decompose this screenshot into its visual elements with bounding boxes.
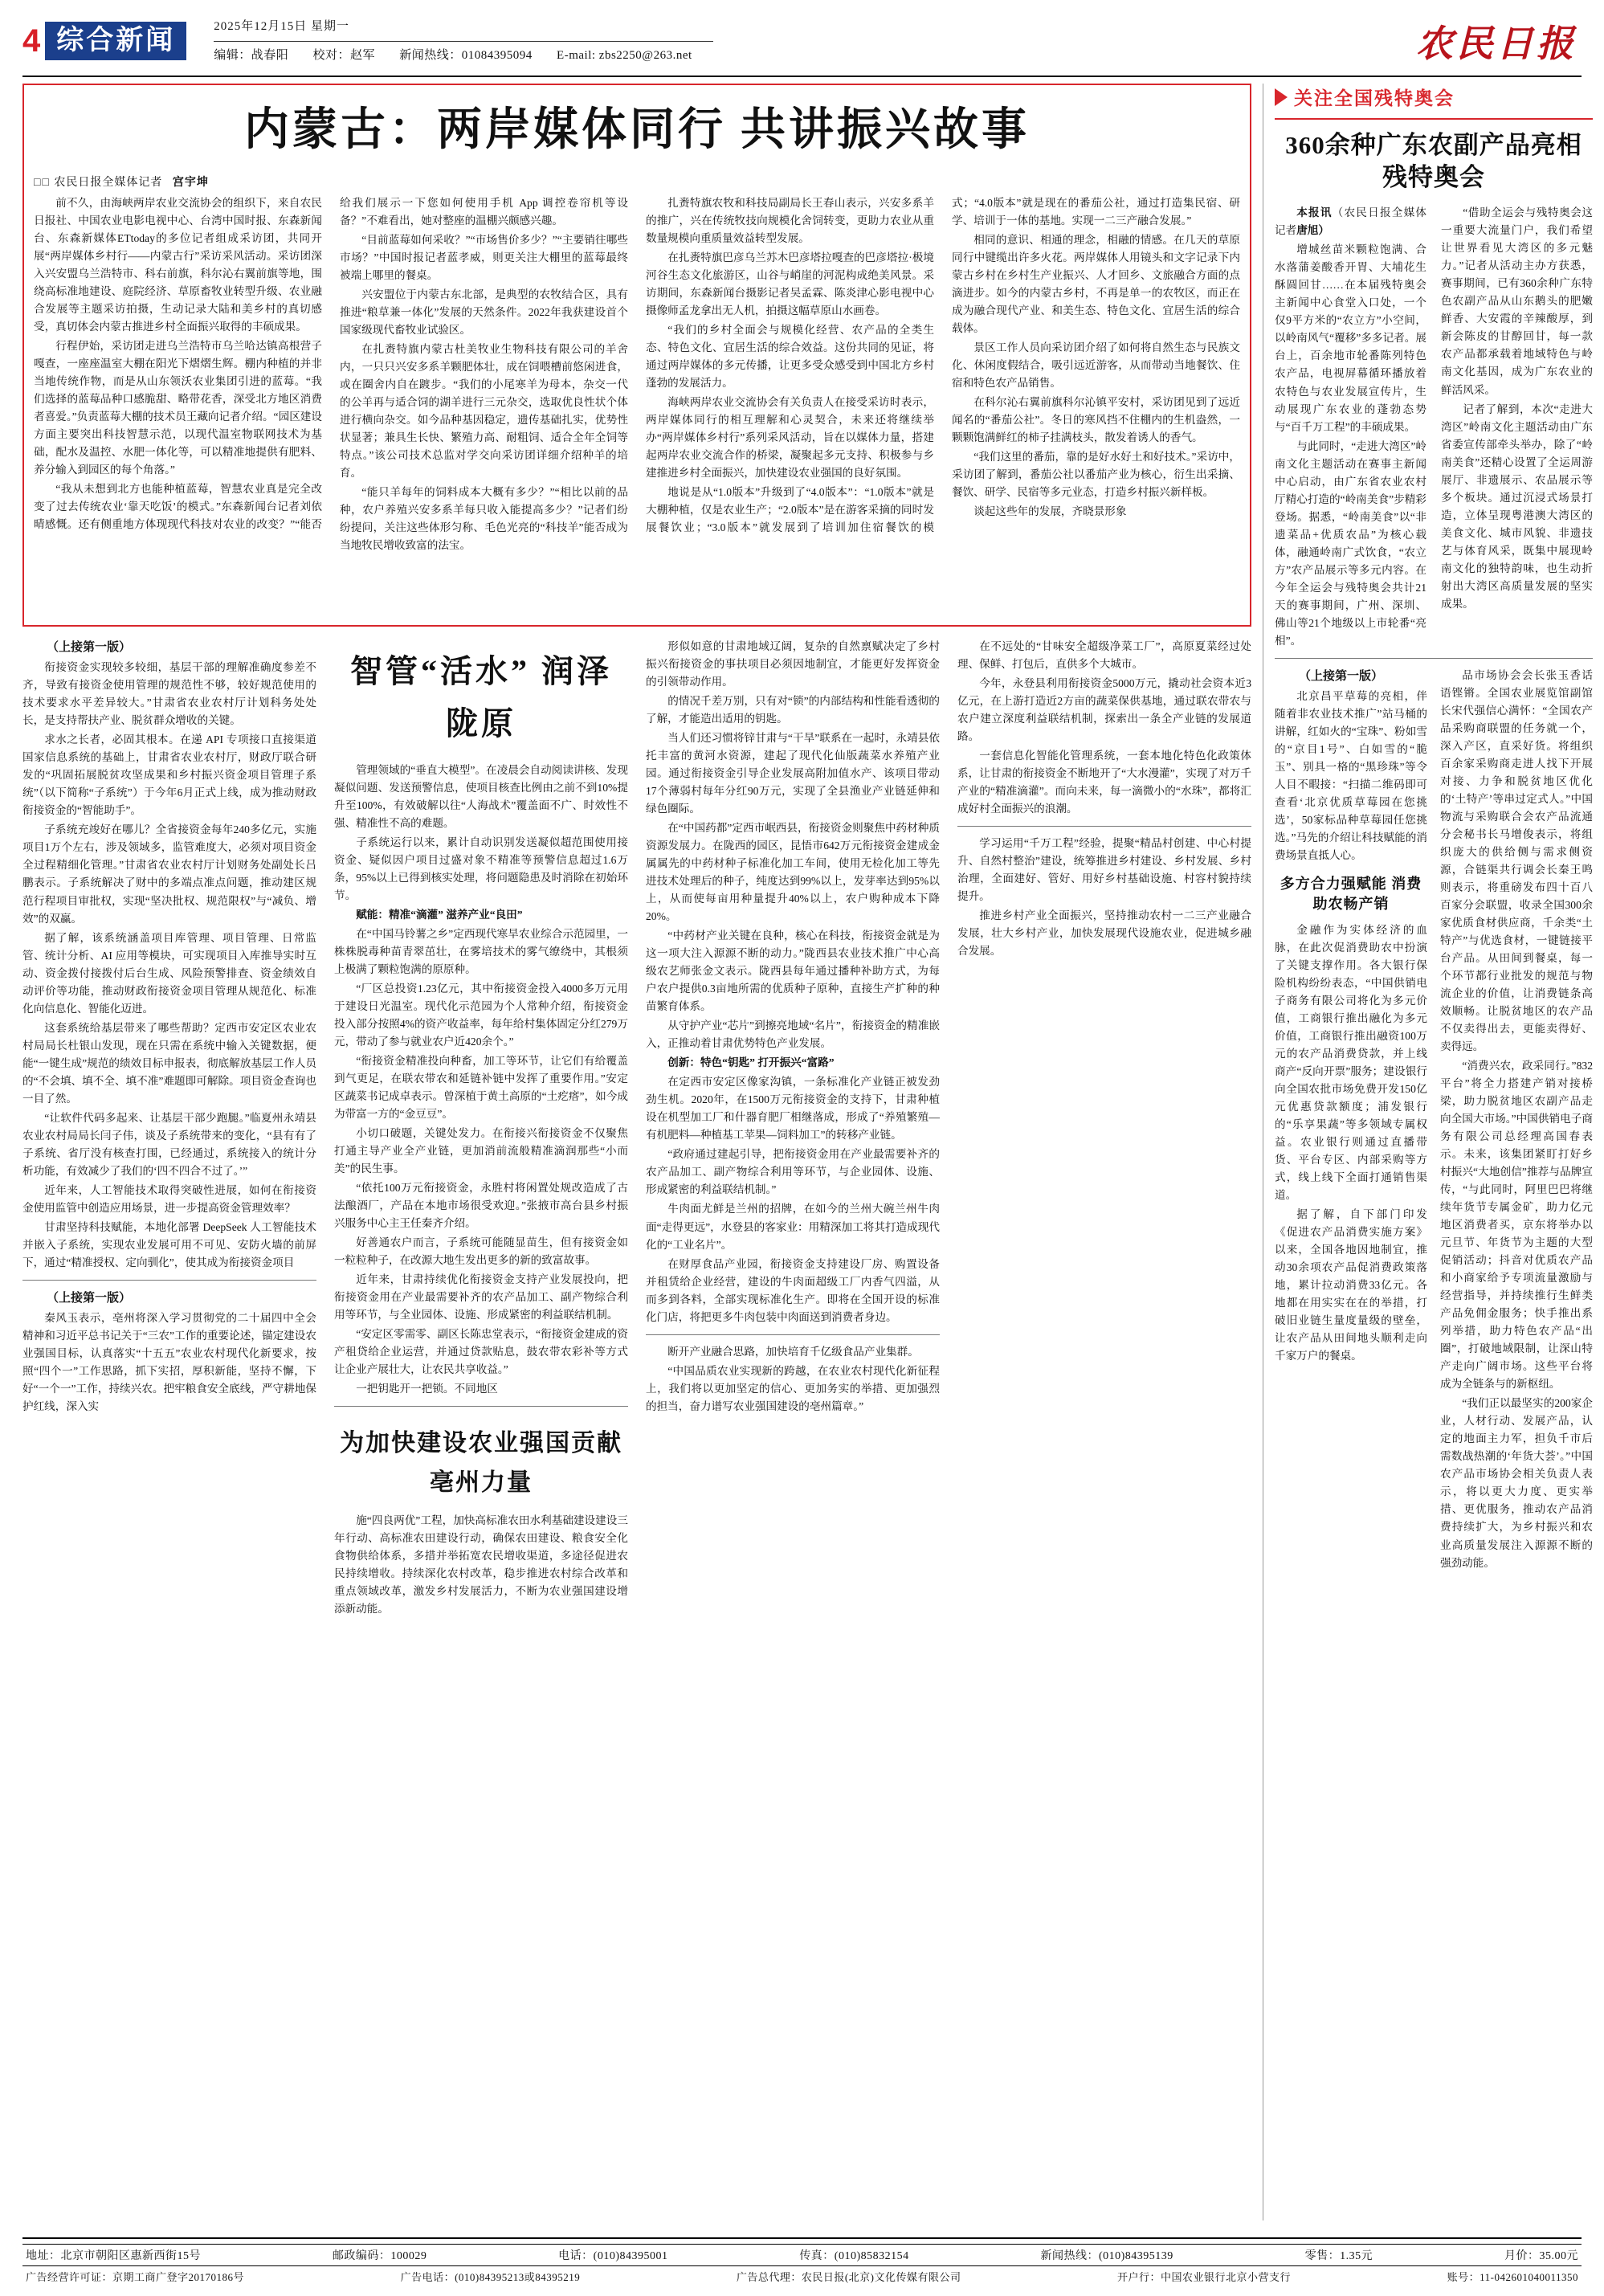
right-article-body	[1275, 204, 1593, 649]
left-region	[22, 84, 1251, 2220]
editor-label: 编辑：战春阳	[214, 48, 289, 62]
smart-water-article	[334, 638, 628, 1620]
continuation-para: 衔接资金实现较多较细，基层干部的理解准确度参差不齐，导致有接资金使用管理的规范性不够，较好规范使用的技术要求水平差异较大。”甘肃省农业农村厅计划科务处处长，是支持帮扶产业、脱贫群众增收的关键。	[22, 661, 316, 727]
page-content	[22, 84, 1593, 2220]
topic-flag	[1275, 84, 1593, 110]
right-headline: 360余种广东农副产品亮相残特奥会	[1285, 131, 1582, 191]
lead-article	[22, 84, 1251, 627]
lead-para: “我们这里的番茄，靠的是好水好土和好技术。”采访中，采访团了解到，番茄公社以番茄产业为核心，衍生出采摘、餐饮、研学、民宿等多元业态，打造乡村振兴新样板。	[952, 450, 1240, 498]
footer-monthly-price: 月价：35.00元	[1504, 2250, 1578, 2262]
lead-byline	[34, 174, 1240, 190]
article-para: 学习运用“千万工程”经验，提聚“精品村创建、中心村提升、自然村整治”建设，统筹推进乡村建设、乡村发展、乡村治理，全面建好、管好、用好乡村基础设施、村容村貌持续提升。	[957, 837, 1251, 903]
article-title-bozhou: 为加快建设农业强国贡献亳州力量	[340, 1430, 622, 1496]
article-subhead: 赋能：精准“滴灌” 滋养产业“良田”	[356, 908, 523, 921]
right-para: 北京昌平草莓的亮相，伴随着非农业技术推广”站马桶的讲解，红如火的“宝珠”、粉如雪的“京目1号”、白如雪的“脆玉”、别具一格的“黑珍珠”等令人目不暇接：“扫描二维码即可查看‘北京优质草莓园在您挑选’，50家标品种草莓园任您挑选。”马先的介绍让科技赋能的消费场景直抵人心。	[1275, 690, 1427, 862]
lead-para: 谈起这些年的发展，齐晓景形象	[973, 505, 1127, 517]
email-address: E-mail: zbs2250@263.net	[557, 48, 692, 62]
right-lower-col-2	[1440, 667, 1593, 1574]
column-divider	[646, 1334, 940, 1335]
footer-phone: 电话：(010)84395001	[558, 2250, 668, 2262]
lead-para: 扎赉特旗农牧和科技局副局长王春山表示，兴安多系羊的推广，兴在传统牧技向规模化舍饲转变，更助力农业从重数量规模向重质量效益转型发展。	[646, 196, 934, 244]
page-number: 4	[22, 23, 41, 59]
smart-water-article-cont	[646, 638, 940, 1620]
lead-headline: 内蒙古：两岸媒体同行 共讲振兴故事	[244, 105, 1030, 155]
byline-name: 唐旭）	[1296, 224, 1329, 237]
lead-para: 相同的意识、相通的理念，相融的情感。在几天的草原同行中键缆出许多火花。两岸媒体人用镜头和文字记录下内蒙古乡村在乡村生产业振兴、人才回乡、文旅融合方面的点滴进步。如今的内蒙古乡村，不再是单一的农牧区，而正在成为融合现代产业、和美生态、特色文化、宜居生活的综合载体。	[952, 233, 1240, 334]
article-para: 近年来，甘肃持续优化衔接资金支持产业发展投向，把衔接资金用在产业最需要补齐的农产品加工、副产物综合利用等环节，与全业园体、设施、形成紧密的利益联结机制。	[334, 1273, 628, 1322]
article-para: 一套信息化智能化管理系统，一套本地化特色化政策体系，让甘肃的衔接资金不断地开了“大水漫灌”，实现了对万千产业的“精准滴灌”。而向未来，每一滴微小的“水珠”，都将汇成好村全面振兴的浪潮。	[957, 750, 1251, 815]
footer-contact-line	[22, 2244, 1582, 2266]
article-para: “依托100万元衔接资金，永胜村将闲置处规改造成了古法酿酒厂，产品在本地市场很受欢迎。”张掖市高台县乡村振兴服务中心主王任秦齐介绍。	[334, 1181, 628, 1229]
article-para: 在不远处的“甘味安全超级净菜工厂”，高原夏菜经过处理、保鲜、打包后，直供多个大城市。	[957, 640, 1251, 671]
footer-ad-agency: 广告总代理：农民日报(北京)文化传媒有限公司	[736, 2271, 961, 2283]
article-para: 的情况千差万别，只有对“锁”的内部结构和性能看透彻的了解，才能造出适用的钥匙。	[646, 695, 940, 725]
right-lower-col-1	[1275, 667, 1427, 1574]
lead-body	[34, 194, 1240, 554]
lead-para: 在科尔沁右翼前旗科尔沁镇平安村，采访团见到了远近闻名的“番茄公社”。冬日的寒风挡不住棚内的生机盎然，一颗颗饱满鲜红的柿子挂满枝头，散发着诱人的香气。	[952, 395, 1240, 443]
lead-para: 行程伊始，采访团走进乌兰浩特市乌兰哈达镇高根营子嘎查，一座座温室大棚在阳光下熠熠生辉。棚内种植的并非当地传统作物，而是从山东领沃农业集团引进的蓝莓。“我们选择的蓝莓品种口感脆甜、略带花香，深受北方地区消费者喜爱。”负责蓝莓大棚的技术员王藏向记者介绍。“园区建设方面主要突出科技智慧示范，以现代温室物联网技术为基础，配水及温控、水肥一体化等，可以精准地提供有肥料、养分输入到园区的每个角落。”	[34, 339, 322, 476]
continuation-para: 子系统充竣好在哪儿？全省接资金每年240多亿元，实施项目1万个左右，涉及领域多，监管难度大，必须对项目资金全过程精细化管理。”甘肃省农业农村厅计划财务处副处长吕鹏表示。子系统解决了财中的多端点准点问题，推动建区规范行程项目审批权，实现“坚决批权、规范限权”与“减负、增效”的双赢。	[22, 823, 316, 925]
continuation-para: 据了解，该系统涵盖项目库管理、项目管理、日常监管、统计分析、AI 应用等模块，可实现项目入库推导实时互动、资金拨付接拨付后台生成、风险预警排查、资金绩效自动评价等功能，推动财政衔接资金项目管理从规范化、标准化向信息化、智能化迈进。	[22, 931, 316, 1015]
news-hotline: 新闻热线：01084395094	[399, 48, 533, 62]
footer-ad-license: 广告经营许可证：京期工商广登字20170186号	[26, 2271, 245, 2283]
article-subhead-2: 创新：特色“钥匙” 打开振兴“富路”	[667, 1056, 835, 1069]
right-para: 与此同时，“走进大湾区”岭南文化主题活动在赛事主新闻中心启动，由广东省农业农村厅精心打造的“岭南美食”步精彩登场。据悉，“岭南美食”以“非遗菜品+优质农品”为核心载体，融通岭南广式饮食，“农立方”农产品展示等多元内容。在今年全运会与残特奥会共计21天的赛事期间，广州、深圳、佛山等21个地级以上市轮番“亮相”。	[1275, 439, 1426, 647]
right-subhead: 多方合力强赋能 消费助农畅产销	[1280, 876, 1422, 913]
masthead-info	[214, 15, 712, 67]
section-title: 综合新闻	[45, 22, 186, 60]
continuation-note-2: （上接第一版）	[47, 1291, 132, 1305]
article-para: “衔接资金精准投向种畜，加工等环节，让它们有给覆盖到气更足，在联农带农和延链补链中发挥了重要作用。”安定区蔬菜书记成卓表示。曾深植于黄土高原的“土疙瘩”，如今成为带富一方的“金豆豆”。	[334, 1054, 628, 1120]
publication-date: 2025年12月15日 星期一	[214, 15, 712, 42]
continuation-para: 这套系统给基层带来了哪些帮助？定西市安定区农业农村局局长杜银山发现，现在只需在系统中输入关键数据，便能“一键生成”规范的绩效目标申报表，彻底解放基层工作人员的“不会填、填不全、填不准”难题即可解除。项目资金查询也一目了然。	[22, 1021, 316, 1105]
flag-divider	[1275, 118, 1593, 120]
right-para: 增城丝苗米颗粒饱满、合水落蒲姜酸香开胃、大埔花生酥圆回甘……在本届残特奥会主新闻中心食堂入口处，一个仅9平方米的“农立方”小空间，以岭南风气“覆移”多多记者。展台上，百余地市轮番陈列特色农产品，电视屏幕循环播放着农特色与农业发展宣传片，生动展现广东农业的蓬勃态势与“百千万工程”的丰硕成果。	[1275, 243, 1426, 433]
byline-org: 农民日报全媒体记者	[54, 176, 163, 189]
right-para: 记者了解到，本次“走进大湾区”岭南文化主题活动由广东省委宣传部牵头举办，除了“岭南美食”还精心设置了全运周游展厅、非遗展示、农品展示等多个板块。通过沉浸式场景打造，立体呈现粤港澳大湾区的美食文化、城市风貌、非遗技艺与体育风采，既集中展现岭南文化的独特韵味，也生动折射出大湾区高质量发展的坚实成果。	[1441, 402, 1593, 610]
lead-para: “我们的乡村全面会与规模化经营、农产品的全类生态、特色文化、宜居生活的综合效益。这份共同的见证，将通过两岸媒体的多元传播，让更多受众感受到中国北方乡村蓬勃的发展活力。	[646, 323, 934, 389]
lead-para: 地说是从“1.0版本”升级到了“4.0版本”：“1.0版本”就是大棚种植，仅是农业生产；“2.0版本”是在游客采摘的同时发展餐饮业；“3.0版本”就发展到了培训加住宿餐饮的模式；“4.0版本”就是现在的番茄公社，通过打造集民宿、研学、培训于一体的基地。实现一二三产融合发展。”	[646, 196, 1240, 533]
byline-org: （农民日报全媒体记者	[1275, 206, 1427, 237]
flag-label: 关注全国残特奥会	[1294, 88, 1455, 108]
article-para: 好善通农户而言，子系统可能随显苗生，但有接资金如一粒粒种子，在改源大地生发出更多的新的致富故事。	[334, 1236, 628, 1267]
right-byline	[1275, 204, 1426, 239]
flag-triangle-icon	[1275, 88, 1288, 106]
footer-ad-phone: 广告电话：(010)84395213或84395219	[400, 2271, 581, 2283]
lead-para: 景区工作人员向采访团介绍了如何将自然生态与民族文化、休闲度假结合，吸引远近游客，从而带动当地餐饮、住宿和特色农产品销售。	[952, 341, 1240, 389]
column-divider	[334, 1406, 628, 1407]
article-para: “中国品质农业实现新的跨越，在农业农村现代化新征程上，我们将以更加坚定的信心、更加务实的举措、更加强烈的担当，奋力谱写农业强国建设的亳州篇章。”	[646, 1364, 940, 1412]
masthead	[22, 0, 1582, 71]
article-para: 施“四良两优”工程，加快高标准农田水利基础建设建设三年行动、高标准农田建设行动，确保农田建设、粮食安全化食物供给体系，多措并举拓宽农民增收渠道，多途径促进农民持续增收。持续深化农村改革，稳步推进农村综合改革和重点领域改革，激发乡村发展活力，不断为农业强国建设增添新动能。	[334, 1514, 628, 1616]
footer-divider-top	[22, 2237, 1582, 2239]
lead-para: 海峡两岸农业交流协会有关负责人在接受采访时表示，两岸媒体同行的相互理解和心灵契合，未来还将继续举办“两岸媒体乡村行”系列采风活动，旨在以媒体力量，搭建起两岸农业交流合作的桥梁，凝聚起多元支持、积极参与乡建推进乡村全面振兴，加快建设农业强国的良好氛围。	[646, 395, 934, 479]
lead-para: 在扎赉特旗巴彦乌兰苏木巴彦塔拉嘎查的巴彦塔拉·极境河谷生态文化旅游区，山谷与峭崖的河泥构成绝美风景。采访期间，东森新闻台摄影记者吴孟霖、陈炎津心影电视中心摄像师孟龙拿出无人机，拍摄这幅草原山水画卷。	[646, 251, 934, 317]
article-para: 在财厚食品产业园，衔接资金支持建设厂房、购置设备并租赁给企业经营，建设的牛肉面超级工厂内香气四溢，从而多到各料，全部实现标准化生产。即将在全国开设的标准化门店，将把更多牛肉包装中肉面送到消费者身边。	[646, 1257, 940, 1323]
footer-retail-price: 零售：1.35元	[1304, 2250, 1373, 2262]
byline-mark: 本报讯	[1296, 206, 1333, 219]
footer-hotline: 新闻热线：(010)84395139	[1040, 2250, 1173, 2262]
right-lower-block	[1275, 667, 1593, 1574]
continuation-para: 甘肃坚持科技赋能，本地化部署 DeepSeek 人工智能技术并嵌入子系统，实现农业发展可用不可见、安防火墙的前屏下，通过“精准授权、定向驯化”，使其成为衔接资金项目	[22, 1220, 316, 1269]
article-para: 在“中国马铃薯之乡”定西现代寒旱农业综合示范园里，一株株脱毒种苗青翠茁壮，在雾培技术的雾气缭绕中，其根须上极满了颗粒饱满的原原种。	[334, 927, 628, 975]
right-divider	[1275, 658, 1593, 659]
lower-articles	[22, 638, 1251, 1620]
footer-fax: 传真：(010)85832154	[799, 2250, 909, 2262]
article-para: 在定西市安定区像家沟镇，一条标准化产业链正被发劲劲生机。2020年，在1500万元衔接资金的支持下，甘肃种植设在机型加工厂和什器育肥厂相继落成，形成了“养殖繁殖—有机肥料—种植基工苹果—饲料加工”的转移产业链。	[646, 1076, 940, 1142]
article-para: 今年，永登县利用衔接资金5000万元，撬动社会资本近3亿元，在上游打造近2方亩的蔬菜保供基地，通过联农带农与农户建立深度利益联结机制，探索出一条全产业链的发展道路。	[957, 677, 1251, 743]
article-para: 一把钥匙开一把锁。不同地区	[356, 1383, 498, 1395]
proofreader-label: 校对：赵军	[312, 48, 376, 62]
continuation-note-right: （上接第一版）	[1299, 669, 1384, 683]
lead-para: “我从未想到北方也能种植蓝莓，智慧农业真是完全改变了过去传统农业‘靠天吃饭’的模式。”东森新闻台记者刘依晴感慨。还有侧重地方体现现代科技对农业的改变？”“能否给我们展示一下您如何使用手机 App 调控卷帘机等设备？”不难看出，她对整座的温棚兴颇感兴趣。	[34, 196, 628, 530]
continuation-para: 秦风玉表示，亳州将深入学习贯彻党的二十届四中全会精神和习近平总书记关于“三农”工作的重要论述，锚定建设农业强国目标，认真落实“十五五”农业农村现代化新要求，按照“四个一”工作思路，抓下实招，厚积新能，坚持不懈，下好“一个一”工作，持续兴农。把牢粮食安全底线，严守耕地保护红线，深入实	[22, 1312, 316, 1413]
right-para: 品市场协会会长张玉香话语铿锵。全国农业展览馆副馆长宋代强信心满怀：“全国农产品采购商联盟的任务就一个，深入产区，直采好货。将组织百余家采购商走进人找下开展对接、力争和脱贫地区优化的‘土特产’等串过定式人。”中国物流与采购联合会农产品流通分会秘书长马增俊表示，将组织庞大的供给侧与需求侧资源，合链渠共行调会长秦王鸣则表示，将重磅发布四十百八百家分会联盟，收录全国300余家优质食材供应商，千余类“土特产”与优选食材，一键链接平台产品。从田间到餐桌，每一个环节都行业批发的规范与物流企业的价值，让消费链条高效顺畅。让脱贫地区的农产品不仅卖得出去，更能卖得好、卖得远。	[1440, 668, 1593, 1053]
footer-account: 账号：11-042601040011350	[1447, 2271, 1578, 2283]
byline-name: 宫宇坤	[172, 176, 209, 189]
footer-postcode: 邮政编码：100029	[332, 2250, 427, 2262]
article-para: 推进乡村产业全面振兴，坚持推动农村一二三产业融合发展，壮大乡村产业，加快发展现代设施农业，促进城乡融合发展。	[957, 909, 1251, 958]
article-para: “政府通过建起引导，把衔接资金用在产业最需要补齐的农产品加工、副产物综合利用等环节，与企业园体、设施、形成紧密的利益联结机制。”	[646, 1148, 940, 1196]
article-para: 在“中国药都”定西市岷西县，衔接资金则聚焦中药材种质资源发展力。在陇西的园区，昆悟市642万元衔接资金建成金属属先的中药材种子标准化加工车间，使用无检化加工等先进技术处理后的种子，纯度达到99%以上，发芽率达到95%以上，从而使每亩用种量提升40%以上，农户购种成本下降20%。	[646, 822, 940, 923]
masthead-credits	[214, 42, 712, 67]
continuation-column	[22, 638, 316, 1620]
article-para: 当人们还习惯将锌甘肃与“干旱”联系在一起时，永靖县依托丰富的黄河水资源，建起了现代化仙版蔬菜水养殖产业园。通过衔接资金引导企业发展高附加值水产、该项目带动17个薄弱村每年分红90万元，实现了全县渔业产业链延伸和绿色圈际。	[646, 732, 940, 815]
byline-mark: □□	[34, 176, 51, 189]
article-para: 子系统运行以来，累计自动识别发送凝似超范围使用接资金、疑似因户项目过盛对象不精准等预警信息超过1.6万条，95%以上已得到核实处理，将问题隐患及时消除在初始环节。	[334, 835, 628, 901]
lead-para: 在扎赉特旗内蒙古杜美牧业生物科技有限公司的羊舍内，一只只兴安多系羊颗肥体壮，成在饲喂槽前悠闲进食，或在圈舍内自在踱步。“我们的小尾寒羊为母本，杂交一代的公羊再与适合饲的湖羊进行三元杂交，选取优良性状个体进行横向杂交。如今品种基因稳定，遗传基础扎实，优势性状显著；兼具生长快、繁殖力高、耐粗饲、适合全年全饲等特点。”该公司技术总监对学交向采访团详细介绍种羊的培育。	[340, 342, 628, 479]
article-para: “中药材产业关键在良种，核心在科技，衔接资金就是为这一项大注入源源不断的动力。”陇西县农业技术推广中心高级农艺师张金文表示。陇西县每年通过播种补助方式，为每户农户提供0.3亩地所需的优质种子原种，直接生产扩种的种苗繁育体系。	[646, 929, 940, 1013]
column-divider	[22, 1280, 316, 1281]
continuation-para: 近年来，人工智能技术取得突破性进展，如何在衔接资金使用监管中创造应用场景，进一步提高资金管理效率？	[22, 1183, 316, 1214]
article-para: 形似如意的甘肃地域辽阔，复杂的自然禀赋决定了乡村振兴衔接资金的事扶项目必须因地制宜，才能更好发挥资金的引领带动作用。	[646, 640, 940, 688]
continuation-para: “让软件代码多起来、让基层干部少跑腿。”临夏州永靖县农业农村局局长闫子伟，谈及子系统带来的变化，“县有有了子系统、省厅没有核查打围，已经通过，系统接入的统计分析功能，有效减少了我们的‘四不四合不过了。’”	[22, 1111, 316, 1177]
article-para: 牛肉面尤鲜是兰州的招牌，在如今的兰州大碗兰州牛肉面“走得更远”，水登县的客家业：用精深加工将其打造成现代化的“工业名片”。	[646, 1203, 940, 1251]
page-footer	[22, 2237, 1582, 2286]
lead-para: “能只羊每年的饲料成本大概有多少？”“相比以前的品种，农户养殖兴安多系羊每只收入能提高多少？”记者们纷纷提问，关注这些体形匀称、毛色光亮的“科技羊”能否成为当地牧民增收致富的法宝。	[340, 485, 628, 551]
lead-para: 兴安盟位于内蒙古东北部，是典型的农牧结合区，具有推进“粮草兼一体化”发展的天然条件。2022年我获建设首个国家级现代畜牧业试验区。	[340, 288, 628, 336]
article-title-smart-water: 智管“活水” 润泽陇原	[350, 653, 612, 742]
continuation-para: 求水之长者，必固其根本。在递 API 专项接口直接渠道国家信息系统的基础上，甘肃省农业农村厅，财政厅联合研发的“巩固拓展脱贫攻坚成果和乡村振兴资金项目管理子系统”（以下简称“子系统”）于今年6月正式上线，成为推动财政衔接资金的“智能助手”。	[22, 733, 316, 817]
right-region	[1263, 84, 1593, 2220]
article-para: 断开产业融合思路，加快培育千亿级食品产业集群。	[667, 1345, 919, 1358]
article-para: “安定区零需零、副区长陈忠堂表示，“衔接资金建成的资产租贷给企业运营，并通过贷款贴息，鼓农带农彩补等方式让企业产展壮大，让农民共享收益。”	[334, 1328, 628, 1376]
footer-license-line	[22, 2266, 1582, 2286]
right-para: “我们正以最坚实的200家企业，人材行动、发展产品，认定的地面主力军，担负千市后需数战热潮的‘年货大荟’。”中国农产品市场协会相关负责人表示，将以更大力度、更实举措、更优服务，推动农产品消费持续扩大，为乡村振兴和农业高质量发展注入源源不断的强劲动能。	[1440, 1397, 1593, 1569]
column-divider	[957, 826, 1251, 827]
footer-address: 地址：北京市朝阳区惠新西街15号	[26, 2250, 201, 2262]
paper-name: 农民日报	[1416, 23, 1577, 64]
right-para: 据了解，自下部门印发《促进农产品消费实施方案》以来，全国各地因地制宜，推动30余项农产品促消费政策落地，累计拉动消费33亿元。各地都在用实实在在的举措，打破旧业链生量度量级的壁垒，让农产品从田间地头顺利走向千家万户的餐桌。	[1275, 1207, 1427, 1362]
article-para: 管理领域的“垂直大模型”。在凌晨会自动阅读讲核、发现凝似问题、发送预警信息，使项目核查比例由之前不到10%提升至100%，有效破解以往“人海战术”覆盖面不广、时效性不强、精准性不高的难题。	[334, 763, 628, 829]
continuation-note: （上接第一版）	[47, 641, 132, 654]
masthead-divider	[22, 76, 1582, 77]
smart-water-article-cont-2	[957, 638, 1251, 1620]
right-para: 金融作为实体经济的血脉，在此次促消费助农中扮演了关键支撑作用。各大银行保险机构纷纷表态，“中国供销电子商务有限公司将化为多元价值，工商银行推出融化为多元价值，工商银行推出融资100万元的农产品消费贷款，并上线商产“反向开票”服务；建设银行向全国农批市场免费开发150亿元优惠贷款额度；浦发银行的“乐享果蔬”等多领域专属权益。农业银行则通过直播带货、平台专区、内部采购等方式，线上线下全面打通销售渠道。	[1275, 923, 1427, 1201]
lead-para: “目前蓝莓如何采收？”“市场售价多少？”“主要销往哪些市场？”中国时报记者蓝孝威，则更关注大棚里的蓝莓最终被端上哪里的餐桌。	[340, 233, 628, 281]
lead-para: 前不久，由海峡两岸农业交流协会的组织下，来自农民日报社、中国农业电影电视中心、台湾中国时报、东森新闻台、东森新媒体ETtoday的多位记者组成采访团，共同开展“两岸媒体乡村行——内蒙古行”采访采风活动。采访团深入兴安盟乌兰浩特市、科右前旗，科尔沁右翼前旗等地，围绕高标准地建设、庭院经济、草原畜牧业转型升级、农业融合发展等主题采访拍摄，生动记录大陆和美乡村的真切感受，真切体会内蒙古推进乡村全面振兴取得的丰硕成果。	[34, 196, 322, 333]
article-para: 小切口破题，关键处发力。在衔接兴衔接资金不仅聚焦打通主导产业全产业链，更加消前流般精准滴润那些“小而美”的民生事。	[334, 1126, 628, 1175]
article-para: “厂区总投资1.23亿元，其中衔接资金投入4000多万元用于建设日光温室。现代化示范园为个人常种介绍，衔接资金投入部分按照4%的资产收益率，每年给村集体固定分红279万元，带动了参与就业农户近420余个。”	[334, 982, 628, 1048]
right-para: “消费兴农，政采同行。”832平台”将全力搭建产销对接桥梁，助力脱贫地区农副产品走向全国大市场。”中国供销电子商务有限公司总经理高国春表示。未来，该集团紧盯打好乡村振兴“大地创信”推荐与品牌宣传，“与此同时，阿里巴巴将继续年货节专属金矿，助力亿元地区消费者买，京东将举办以元旦节、年货节为主题的大型促销活动；抖音对优质农产品和小商家给予专项流量激励与经营指导，并持续推行生鲜类产品免佣金服务；快手推出系列举措，助力特色农产品“出圈”，打破地域限制，让深山特产走向广阔市场。这些平台将成为全链条与的新枢纽。	[1440, 1060, 1593, 1391]
footer-bank: 开户行：中国农业银行北京小营支行	[1117, 2271, 1292, 2283]
right-para: “借助全运会与残特奥会这一重要大流量门户，我们希望让世界看见大湾区的多元魅力。”记者从活动主办方获悉，赛事期间，已有360余种广东特色农副产品从山东鹅头的肥嫩鲜香、大安霞的辛辣酸厚，到新会陈皮的甘醇回甘，每一款农产品都承载着地域特色与岭南文化基因，成为广东农业的鲜活风采。	[1441, 206, 1593, 396]
article-para: 从守护产业“芯片”到擦亮地域“名片”，衔接资金的精准嵌入，正推动着甘肃优势特色产业发展。	[646, 1019, 940, 1050]
